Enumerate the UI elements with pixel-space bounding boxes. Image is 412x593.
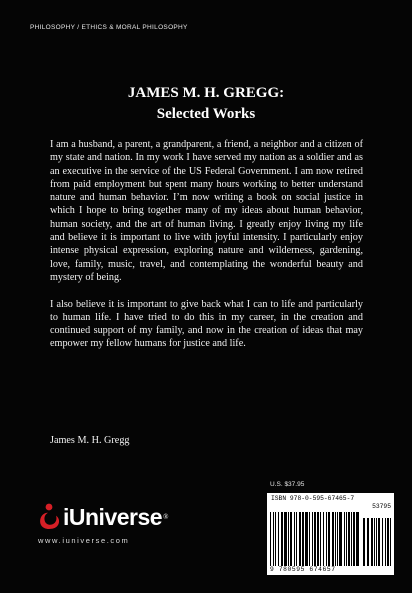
isbn-number: ISBN 978-0-595-67465-7 (271, 495, 355, 502)
trademark-symbol: ® (163, 513, 169, 521)
category-label: PHILOSOPHY / ETHICS & MORAL PHILOSOPHY (30, 24, 188, 31)
author-bio (50, 138, 363, 364)
book-title (0, 83, 412, 125)
barcode-digits: 9 780595 674657 (270, 566, 336, 573)
isbn-barcode (267, 493, 394, 575)
title-line-subtitle: Selected Works (156, 106, 256, 122)
title-line-author: JAMES M. H. GREGG: (127, 85, 285, 101)
barcode-bars (270, 512, 391, 566)
publisher-name: iUniverse (63, 503, 163, 530)
publisher-website: www.iuniverse.com (38, 536, 130, 545)
publisher-logo (38, 502, 168, 532)
bio-paragraph-2: I also believe it is important to give back what I can to life and particularly to human life. I have tried to do this in my career, in the creation and continued support of my family, and now in the creation of ideas that may empower my fellow humans for justice and life. (50, 298, 363, 350)
bio-paragraph-1: I am a husband, a parent, a grandparent, a friend, a neighbor and a citizen of my state and nation. In my work I have served my nation as a soldier and as an executive in the service of the US Federal Government. I am now retired from paid employment but spent many hours working to better understand nature and human behavior. I’m now writing a book on social justice in which I hope to bring together many of my ideas about human behavior, human society, and the art of human living. I greatly enjoy living my life and believe it is important to live with joyful intensity. I particularly enjoy intense physical expression, exploring nature and wilderness, gardening, love, family, music, travel, and contemplating the wonderful beauty and mystery of being. (50, 139, 363, 283)
author-signature: James M. H. Gregg (50, 435, 130, 446)
price-label: U.S. $37.95 (270, 481, 305, 488)
iuniverse-swirl-icon (38, 503, 60, 531)
addon-number: 53795 (372, 503, 391, 510)
